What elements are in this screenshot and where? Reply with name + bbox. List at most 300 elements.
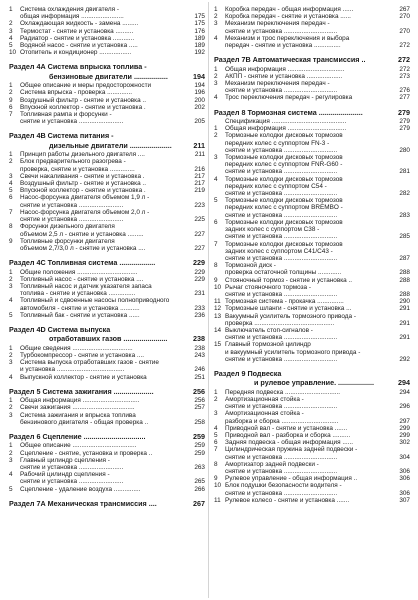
entry-number: 3 [9, 27, 13, 35]
toc-entry[interactable] [9, 97, 205, 104]
page-number: 238 [193, 334, 205, 344]
entry-number: 5 [9, 485, 13, 493]
toc-entry[interactable] [9, 345, 205, 352]
toc-entry[interactable] [214, 73, 410, 80]
toc-entry[interactable] [214, 147, 410, 154]
toc-entry[interactable] [9, 276, 205, 283]
entry-title: снятие и установка ......................... [20, 478, 124, 486]
entry-title: проверка ............................................. [225, 319, 335, 327]
section-title: дизельные двигатели ..................... [49, 140, 172, 150]
entry-number: 4 [214, 34, 218, 42]
entry-number: 2 [9, 351, 13, 359]
toc-entry[interactable] [9, 13, 205, 20]
entry-title: объемом 2,7/3,0 л - снятие и установка .... [20, 244, 146, 252]
page-number: 238 [194, 344, 205, 352]
toc-entry[interactable] [214, 94, 410, 101]
page-number: 273 [399, 72, 410, 80]
entry-title: Общая информация ................................ [20, 397, 140, 405]
entry-title: проверка, снятие и установка .............. [20, 165, 135, 173]
entry-title: снятие и установка ......................... [20, 216, 124, 224]
page-number: 277 [399, 94, 410, 102]
entry-number: 4 [214, 175, 218, 183]
toc-entry[interactable] [9, 366, 205, 373]
entry-number: 1 [9, 442, 13, 450]
entry-title: Блок подушки безопасности водителя - [225, 482, 342, 490]
entry-title: Система впрыска - проверка .............. [20, 89, 133, 97]
toc-entry[interactable] [9, 238, 205, 245]
toc-entry[interactable] [214, 341, 410, 348]
section-heading [9, 142, 205, 150]
section-title: Раздел 7А Механическая трансмиссия .... [9, 498, 157, 508]
entry-title: Впускной коллектор - снятие и установка . [20, 103, 146, 111]
section-heading [9, 388, 205, 396]
toc-entry[interactable] [9, 419, 205, 426]
section-title: бензиновые двигатели ................. [49, 71, 168, 81]
page-number: 189 [194, 42, 205, 50]
entry-title: Общие сведения .................................. [20, 344, 133, 352]
toc-entry[interactable] [214, 20, 410, 27]
entry-number: 4 [9, 180, 13, 188]
page-number: 217 [194, 180, 205, 188]
toc-entry[interactable] [214, 42, 410, 49]
page-number: 211 [194, 151, 205, 159]
section-heading [214, 370, 410, 378]
entry-title: снятие и установка ......................... [20, 201, 124, 209]
page-number: 246 [194, 366, 205, 374]
entry-title: передних колес с суппортом FNR-G60 - [225, 161, 343, 169]
page-number: 216 [194, 165, 205, 173]
toc-entry[interactable] [9, 305, 205, 312]
toc-entry[interactable] [214, 219, 410, 226]
toc-entry[interactable] [9, 359, 205, 366]
toc-entry[interactable] [214, 176, 410, 183]
entry-title: Тормозные шланги - снятие и установка ... [225, 305, 352, 313]
toc-entry[interactable] [214, 226, 410, 233]
toc-entry[interactable] [214, 454, 410, 461]
page-number: 259 [194, 449, 205, 457]
entry-number: 1 [214, 65, 218, 73]
entry-title: Тормозные колодки дисковых тормозов [225, 132, 343, 140]
toc-entry[interactable] [9, 111, 205, 118]
toc-entry[interactable] [214, 327, 410, 334]
entry-title: Рабочий цилиндр сцепления - [20, 471, 110, 479]
page-number: 257 [194, 404, 205, 412]
entry-title: снятие и установка .............................. [225, 468, 338, 475]
entry-title: и вакуумный усилитель тормозного привода - [225, 348, 361, 356]
entry-number: 8 [214, 262, 218, 270]
entry-title: снятие и установка .............................. [225, 453, 338, 461]
entry-title: бензинового двигателя - общая проверка .. [20, 418, 149, 426]
entry-number: 4 [9, 297, 13, 305]
page-number: 292 [399, 355, 410, 363]
toc-entry[interactable] [9, 471, 205, 478]
entry-title: Система охлаждения двигателя - [20, 6, 119, 13]
entry-title: передних колес с суппортом FN-3 - [225, 139, 330, 147]
entry-title: Цилиндрическая пружина задней подвески - [225, 446, 358, 454]
toc-entry[interactable] [214, 461, 410, 468]
section-title: Раздел 4А Система впрыска топлива - [9, 62, 147, 72]
entry-number: 2 [9, 275, 13, 283]
toc-entry[interactable] [9, 202, 205, 209]
page-number: 304 [399, 453, 410, 461]
page-number: 290 [399, 298, 410, 306]
entry-title: Принцип работы дизельного двигателя .... [20, 151, 145, 159]
page-number: 299 [399, 431, 410, 439]
entry-title: передач - снятие и установка ............... [225, 42, 341, 50]
entry-number: 4 [214, 94, 218, 102]
toc-entry[interactable] [9, 166, 205, 173]
toc-entry[interactable] [214, 233, 410, 240]
entry-number: 3 [214, 410, 218, 418]
toc-entry[interactable] [9, 297, 205, 304]
toc-entry[interactable] [214, 154, 410, 161]
page-number: 270 [399, 13, 410, 21]
entry-title: Насос-форсунка двигателя объемом 1,9 л - [20, 194, 150, 202]
section-heading [9, 73, 205, 81]
entry-title: Главный цилиндр сцепления - [20, 456, 110, 464]
entry-number: 10 [9, 49, 17, 57]
entry-title: Общие положения .................................. [20, 268, 138, 276]
page-number: 202 [194, 103, 205, 111]
page-number: 219 [194, 187, 205, 195]
entry-number: 7 [9, 111, 13, 119]
toc-entry[interactable] [214, 389, 410, 396]
section-heading [214, 109, 410, 117]
section-title: Раздел 8 Тормозная система ...................... [214, 107, 363, 117]
toc-entry[interactable] [9, 35, 205, 42]
entry-title: Рулевое управление - общая информация .. [225, 475, 358, 483]
entry-title: Спецификация .......................................... [225, 118, 347, 126]
page-number: 279 [399, 125, 410, 133]
page-number: 256 [193, 386, 205, 396]
entry-number: 9 [9, 237, 13, 245]
toc-entry[interactable] [214, 396, 410, 403]
toc-entry[interactable] [9, 104, 205, 111]
entry-title: и установка ...................................... [20, 366, 125, 374]
toc-entry[interactable] [9, 450, 205, 457]
entry-number: 3 [9, 411, 13, 419]
page-number: 229 [194, 268, 205, 276]
page-number: 291 [399, 319, 410, 327]
toc-entry[interactable] [9, 158, 205, 165]
toc-entry[interactable] [214, 497, 410, 504]
page-number: 227 [194, 244, 205, 252]
section-title: и рулевое управление. .................. [254, 378, 375, 388]
entry-number: 2 [9, 404, 13, 412]
page-number: 294 [398, 378, 410, 388]
entry-number: 3 [214, 154, 218, 162]
toc-entry[interactable] [214, 212, 410, 219]
page-number: 267 [399, 6, 410, 13]
entry-title: снятие и установка .............................. [225, 334, 338, 342]
entry-number: 9 [214, 276, 218, 284]
toc-entry[interactable] [9, 223, 205, 230]
entry-number: 3 [9, 172, 13, 180]
entry-title: Общая информация ................................. [225, 125, 347, 133]
toc-entry[interactable] [214, 446, 410, 453]
toc-entry[interactable] [9, 486, 205, 493]
toc-entry[interactable] [9, 216, 205, 223]
entry-title: Топливные форсунки двигателя [20, 237, 115, 245]
toc-entry[interactable] [9, 82, 205, 89]
toc-entry[interactable] [9, 312, 205, 319]
toc-entry[interactable] [214, 35, 410, 42]
entry-title: Тормозная система - прокачка ............... [225, 298, 344, 306]
entry-number: 1 [214, 388, 218, 396]
entry-title: Приводной вал - разборка и сборка .......... [225, 431, 351, 439]
toc-entry[interactable] [214, 291, 410, 298]
page-number: 263 [194, 464, 205, 471]
page-number: 302 [399, 439, 410, 447]
entry-number: 2 [9, 449, 13, 457]
toc-entry[interactable] [214, 168, 410, 175]
page-number: 211 [193, 140, 205, 150]
section-heading [214, 379, 410, 387]
entry-title: Коробка передач - общая информация ...... [225, 6, 354, 13]
toc-entry[interactable] [9, 283, 205, 290]
page-number: 229 [193, 258, 205, 268]
section-heading [9, 63, 205, 71]
entry-number: 6 [9, 103, 13, 111]
page-number: 233 [194, 304, 205, 312]
entry-number: 7 [214, 446, 218, 454]
entry-number: 1 [9, 397, 13, 405]
toc-entry[interactable] [214, 13, 410, 20]
page-number: 176 [194, 27, 205, 35]
section-heading [214, 56, 410, 64]
entry-number: 6 [214, 439, 218, 447]
toc-entry[interactable] [214, 132, 410, 139]
entry-number: 11 [214, 298, 221, 306]
toc-entry[interactable] [214, 277, 410, 284]
page-number: 276 [399, 87, 410, 95]
entry-title: Топливный и сдвоенные насосы полноприводного [20, 297, 170, 305]
column-divider [208, 2, 209, 598]
entry-number: 1 [9, 268, 13, 276]
toc-entry[interactable] [214, 197, 410, 204]
page-number: 227 [194, 230, 205, 238]
entry-number: 2 [9, 89, 13, 97]
entry-number: 9 [9, 96, 13, 104]
entry-number: 2 [214, 13, 218, 21]
page-number: 267 [193, 498, 205, 508]
page-number: 243 [194, 351, 205, 359]
toc-entry[interactable] [214, 241, 410, 248]
toc-entry[interactable] [214, 66, 410, 73]
entry-number: 3 [9, 359, 13, 367]
section-heading [9, 326, 205, 334]
page-number: 281 [399, 168, 410, 176]
toc-entry[interactable] [9, 457, 205, 464]
entry-title: Турбокомпрессор - снятие и установка .... [20, 351, 145, 359]
entry-number: 4 [9, 34, 13, 42]
entry-title: Тормозные колодки дисковых тормозов [225, 218, 343, 226]
toc-entry[interactable] [214, 183, 410, 190]
toc-entry[interactable] [9, 173, 205, 180]
page-number: 306 [399, 475, 410, 483]
toc-entry[interactable] [9, 151, 205, 158]
toc-entry[interactable] [214, 125, 410, 132]
entry-number: 1 [214, 125, 218, 133]
entry-title: снятие и установка .............................. [225, 355, 338, 363]
page-number: 200 [194, 96, 205, 104]
page-number: 229 [194, 275, 205, 283]
entry-title: Воздушный фильтр - снятие и установка .. [20, 180, 146, 188]
entry-title: Свечи накаливания - снятие и установка . [20, 172, 145, 180]
entry-number: 2 [9, 158, 13, 166]
entry-title: Тормозные колодки дисковых тормозов [225, 197, 343, 205]
page-number: 270 [399, 27, 410, 35]
toc-entry[interactable] [214, 349, 410, 356]
toc-entry[interactable] [9, 28, 205, 35]
page-number: 217 [194, 172, 205, 180]
entry-title: Охлаждающая жидкость - замена ......... [20, 20, 139, 28]
entry-title: Тормозные колодки дисковых тормозов [225, 175, 343, 183]
toc-entry[interactable] [9, 194, 205, 201]
entry-title: Топливный насос и датчик указателя запаса [20, 282, 152, 290]
page-number: 192 [194, 49, 205, 57]
entry-title: Сцепление - удаление воздуха ............... [20, 485, 141, 493]
toc-entry[interactable] [214, 356, 410, 363]
section-title: Раздел 7В Автоматическая трансмиссия .. [214, 55, 366, 65]
entry-number: 1 [9, 82, 13, 90]
toc-entry[interactable] [9, 374, 205, 381]
entry-title: Вакуумный усилитель тормозного привода - [225, 312, 356, 320]
entry-number: 2 [214, 132, 218, 140]
toc-entry[interactable] [9, 49, 205, 56]
section-title: Раздел 4С Топливная система .................. [9, 258, 156, 268]
toc-entry[interactable] [9, 118, 205, 125]
entry-title: Тормозной диск - [225, 262, 276, 270]
toc-entry[interactable] [214, 80, 410, 87]
toc-entry[interactable] [9, 231, 205, 238]
toc-entry[interactable] [214, 140, 410, 147]
toc-entry[interactable] [214, 418, 410, 425]
entry-number: 8 [214, 460, 218, 468]
entry-number: 15 [214, 341, 222, 349]
entry-title: Выключатель стоп-сигналов - [225, 326, 313, 334]
entry-number: 5 [214, 431, 218, 439]
contents-column-right [214, 6, 410, 504]
page-number: 259 [194, 442, 205, 450]
toc-entry[interactable] [214, 320, 410, 327]
section-title: Раздел 5 Система зажигания .................... [9, 386, 154, 396]
toc-entry[interactable] [9, 404, 205, 411]
entry-title: снятие и установка ......................... [20, 118, 124, 126]
entry-number: 1 [9, 151, 13, 159]
page-number: 279 [399, 118, 410, 126]
entry-title: Общая информация ................................ [225, 65, 345, 73]
toc-entry[interactable] [9, 42, 205, 49]
entry-title: снятие и установка .............................. [225, 254, 338, 262]
toc-entry[interactable] [9, 397, 205, 404]
entry-title: Сцепление - снятие, установка и проверка .. [20, 449, 153, 457]
toc-entry[interactable] [9, 245, 205, 252]
entry-title: объемом 2,5 л - снятие и установка ......... [20, 230, 144, 238]
page-number: 272 [398, 55, 410, 65]
entry-title: задних колес с суппортом C41/C43 - [225, 247, 333, 255]
entry-title: снятие и установка .............................. [225, 233, 338, 241]
page-number: 285 [399, 233, 410, 241]
entry-number: 4 [9, 471, 13, 479]
toc-entry[interactable] [214, 87, 410, 94]
toc-entry[interactable] [214, 305, 410, 312]
toc-entry[interactable] [9, 478, 205, 485]
entry-number: 2 [214, 395, 218, 403]
entry-number: 10 [214, 283, 222, 291]
page-number: 280 [399, 146, 410, 154]
entry-title: Рулевое колесо - снятие и установка ....... [225, 496, 350, 504]
toc-entry[interactable] [214, 490, 410, 497]
entry-title: Механизм переключения передач - [225, 20, 330, 28]
toc-entry[interactable] [9, 209, 205, 216]
entry-number: 5 [214, 197, 218, 205]
entry-number: 13 [214, 312, 222, 320]
page-number: 259 [193, 431, 205, 441]
toc-entry[interactable] [214, 313, 410, 320]
toc-entry[interactable] [214, 28, 410, 35]
entry-title: Система зажигания и впрыска топлива [20, 411, 136, 419]
toc-entry[interactable] [9, 20, 205, 27]
entry-title: Отопитель и кондиционер .................. [20, 49, 132, 57]
entry-title: Система выпуска отработавших газов - снятие [20, 359, 159, 367]
page-number: 299 [399, 424, 410, 432]
page-number: 291 [399, 305, 410, 313]
entry-number: 7 [214, 240, 218, 248]
entry-number: 4 [214, 424, 218, 432]
entry-number: 8 [9, 223, 13, 231]
entry-number: 9 [214, 475, 218, 483]
page-number: 265 [194, 478, 205, 486]
page-number: 272 [399, 42, 410, 50]
toc-entry[interactable] [214, 190, 410, 197]
toc-entry[interactable] [214, 204, 410, 211]
toc-entry[interactable] [9, 412, 205, 419]
entry-title: Амортизационная стойка - [225, 395, 304, 403]
toc-entry[interactable] [214, 248, 410, 255]
entry-title: Амортизатор задней подвески - [225, 460, 319, 468]
entry-number: 3 [214, 20, 218, 28]
entry-title: Трос переключения передач - регулировка [225, 94, 353, 102]
page-number: 266 [194, 485, 205, 493]
toc-entry[interactable] [9, 89, 205, 96]
entry-number: 4 [9, 373, 13, 381]
entry-title: Передняя подвеска ............................... [225, 388, 341, 396]
contents-column-left [9, 6, 205, 509]
toc-entry[interactable] [214, 161, 410, 168]
section-title: Раздел 4В Система питания - [9, 131, 114, 141]
toc-entry[interactable] [214, 298, 410, 305]
toc-entry[interactable] [214, 425, 410, 432]
section-heading [9, 259, 205, 267]
entry-title: передних колес с суппортом C54 - [225, 182, 327, 190]
entry-number: 1 [214, 6, 218, 13]
toc-entry[interactable] [214, 482, 410, 489]
toc-entry[interactable] [214, 269, 410, 276]
entry-title: Рычаг стояночного тормоза - [225, 283, 312, 291]
entry-title: Выпускной коллектор - снятие и установка [20, 373, 147, 381]
toc-entry[interactable] [9, 442, 205, 449]
entry-title: Форсунки дизельного двигателя [20, 223, 115, 231]
page-number: 272 [399, 65, 410, 73]
entry-title: Впускной коллектор - снятие и установка . [20, 187, 146, 195]
entry-number: 10 [214, 482, 222, 490]
entry-title: Топливная рампа и форсунки - [20, 111, 112, 119]
toc-entry[interactable] [214, 410, 410, 417]
toc-entry[interactable] [9, 269, 205, 276]
toc-entry[interactable] [214, 284, 410, 291]
entry-number: 11 [214, 496, 221, 504]
